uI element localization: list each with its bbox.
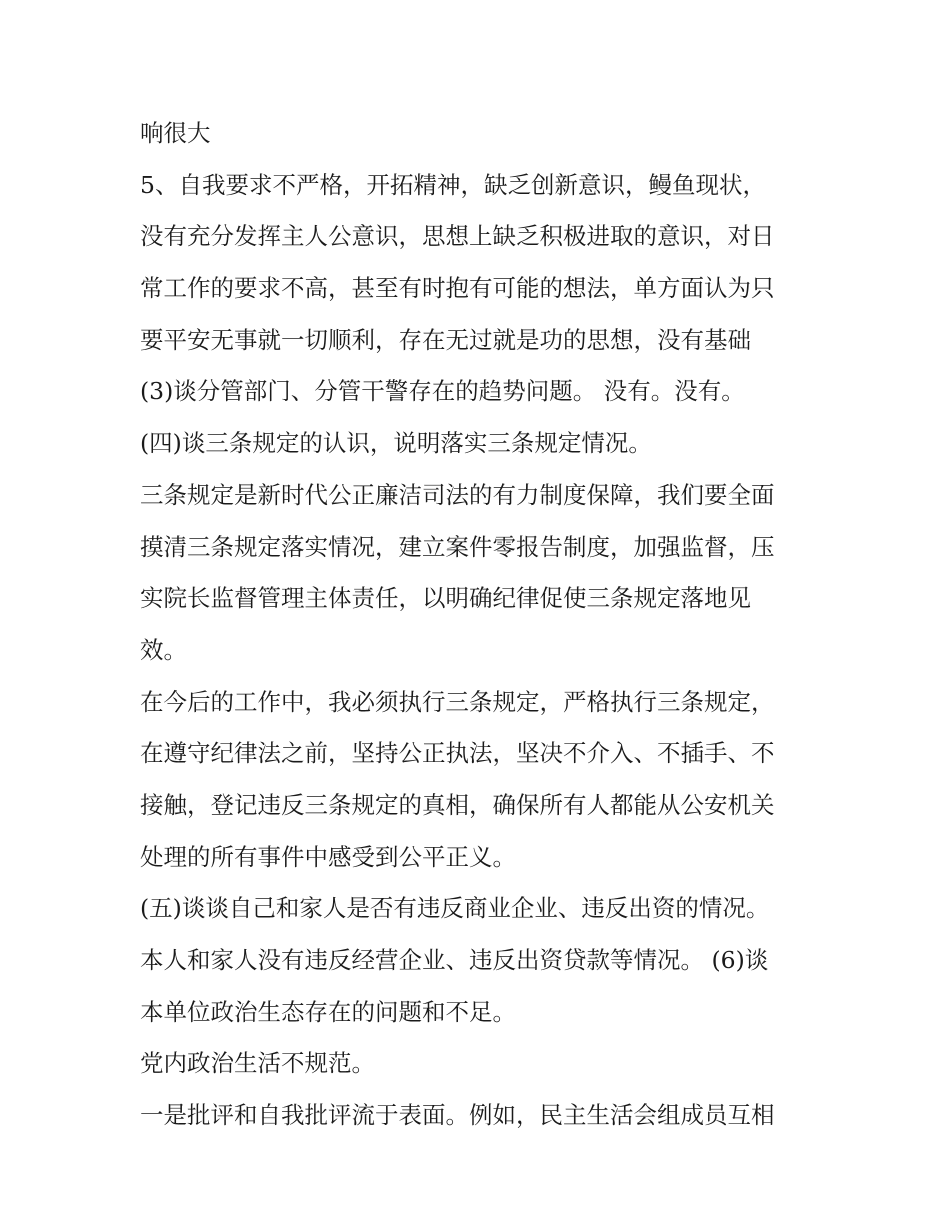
text-line: 在遵守纪律法之前，坚持公正执法，坚决不介入、不插手、不: [140, 739, 775, 768]
text-line: 三条规定是新时代公正廉洁司法的有力制度保障，我们要全面: [140, 480, 775, 509]
text-line: (五)谈谈自己和家人是否有违反商业企业、违反出资的情况。: [140, 894, 770, 923]
text-line: 在今后的工作中，我必须执行三条规定，严格执行三条规定，: [140, 687, 775, 716]
text-line: 处理的所有事件中感受到公平正义。: [140, 842, 516, 871]
text-line: (3)谈分管部门、分管干警存在的趋势问题。 没有。没有。: [140, 377, 745, 406]
text-line: (四)谈三条规定的认识，说明落实三条规定情况。: [140, 429, 652, 458]
text-line: 要平安无事就一切顺利，存在无过就是功的思想，没有基础: [140, 325, 751, 354]
text-line: 实院长监督管理主体责任，以明确纪律促使三条规定落地见: [140, 584, 751, 613]
text-line: 效。: [140, 635, 187, 664]
document-body: [140, 108, 820, 1142]
text-line: 常工作的要求不高，甚至有时抱有可能的想法，单方面认为只: [140, 274, 775, 303]
text-line: 一是批评和自我批评流于表面。例如，民主生活会组成员互相: [140, 1101, 775, 1130]
text-line: 摸清三条规定落实情况，建立案件零报告制度，加强监督，压: [140, 532, 775, 561]
text-line: 接触，登记违反三条规定的真相，确保所有人都能从公安机关: [140, 790, 775, 819]
text-line: 5、自我要求不严格，开拓精神，缺乏创新意识，鳗鱼现状，: [140, 170, 766, 199]
text-line: 本人和家人没有违反经营企业、违反出资贷款等情况。 (6)谈: [140, 946, 769, 974]
text-line: 党内政治生活不规范。: [140, 1049, 375, 1078]
text-line: 没有充分发挥主人公意识，思想上缺乏积极进取的意识，对日: [140, 222, 775, 251]
text-line: 本单位政治生态存在的问题和不足。: [140, 997, 516, 1026]
text-line: 响很大: [140, 119, 211, 147]
